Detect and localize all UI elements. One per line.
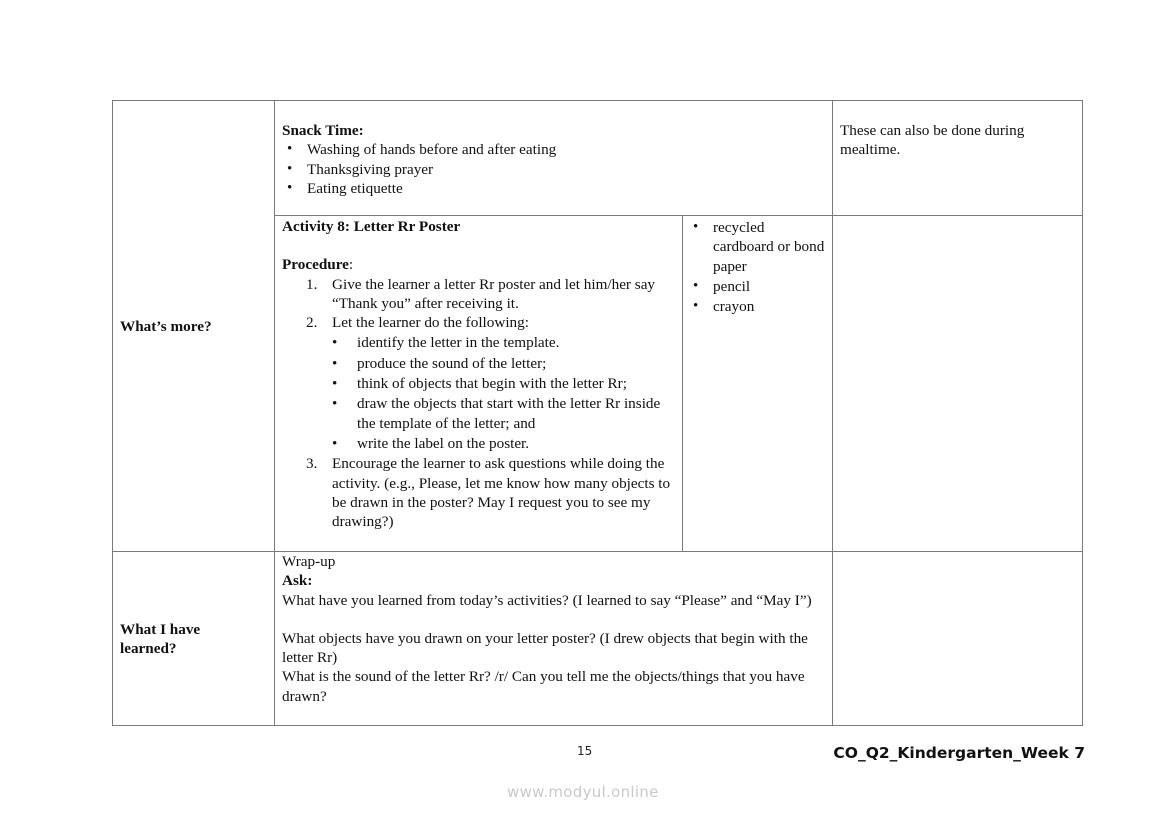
row-divider-snack	[274, 215, 1083, 216]
procedure-step	[282, 313, 680, 453]
list-item: • Thanksgiving prayer	[282, 160, 822, 179]
table-border-bottom	[112, 725, 1083, 726]
col-divider-1	[274, 100, 275, 726]
col-divider-3	[832, 100, 833, 726]
question-3: What is the sound of the letter Rr? /r/ Can you tell me the objects/things that you have drawn?	[282, 668, 805, 705]
step-sub-list	[332, 333, 680, 453]
document-code: CO_Q2_Kindergarten_Week 7	[833, 744, 1085, 762]
snack-time-cell	[282, 121, 822, 198]
procedure-label: Procedure	[282, 256, 349, 274]
table-border-right	[1082, 100, 1083, 726]
row-label-whats-more: What’s more?	[120, 318, 212, 335]
procedure-heading	[282, 255, 680, 274]
list-item: • think of objects that begin with the letter Rr;	[332, 374, 680, 393]
question-2: What objects have you drawn on your letter poster? (I drew objects that begin with the letter Rr)	[282, 629, 808, 667]
step-text: Let the learner do the following:	[332, 314, 529, 332]
wrap-up-heading: Wrap-up	[282, 553, 336, 570]
activity-cell	[282, 217, 680, 531]
ask-heading: Ask:	[282, 572, 313, 590]
table-border-top	[112, 100, 1083, 101]
materials-list	[688, 218, 828, 316]
procedure-step	[282, 454, 680, 531]
row-label-what-i-learned: What I have learned?	[120, 621, 201, 658]
lesson-table	[112, 100, 1083, 726]
snack-time-note: These can also be done during mealtime.	[840, 122, 1025, 159]
list-item: • pencil	[688, 277, 828, 296]
activity-title: Activity 8: Letter Rr Poster	[282, 218, 461, 235]
list-item: • produce the sound of the letter;	[332, 354, 680, 373]
wrap-up-cell	[282, 552, 830, 706]
list-item: • crayon	[688, 297, 828, 316]
list-item: • identify the letter in the template.	[332, 333, 680, 352]
list-item: • write the label on the poster.	[332, 434, 680, 453]
step-text: Encourage the learner to ask questions while doing the activity. (e.g., Please, let me know how many objects to be drawn in the poster? May I request you to see my drawing?)	[332, 455, 671, 531]
table-border-left	[112, 100, 113, 726]
col-divider-2	[682, 215, 683, 552]
list-item: • recycled cardboard or bond paper	[688, 218, 828, 276]
step-text: Give the learner a letter Rr poster and let him/her say “Thank you” after receiving it.	[332, 275, 656, 312]
procedure-steps	[282, 275, 680, 532]
step-number: 2.	[306, 314, 318, 332]
materials-cell	[688, 218, 828, 316]
procedure-step	[282, 275, 680, 314]
watermark: www.modyul.online	[507, 783, 659, 801]
page-number: 15	[577, 744, 593, 758]
procedure-colon: :	[348, 256, 354, 274]
snack-time-title: Snack Time:	[282, 122, 364, 139]
list-item: • Washing of hands before and after eating	[282, 140, 822, 159]
step-number: 3.	[306, 455, 318, 473]
question-1: What have you learned from today’s activities? (I learned to say “Please” and “May I”)	[282, 591, 812, 609]
list-item: • Eating etiquette	[282, 179, 822, 198]
snack-time-list	[282, 140, 822, 198]
step-number: 1.	[306, 275, 318, 293]
list-item: • draw the objects that start with the letter Rr inside the template of the letter; and	[332, 394, 680, 433]
